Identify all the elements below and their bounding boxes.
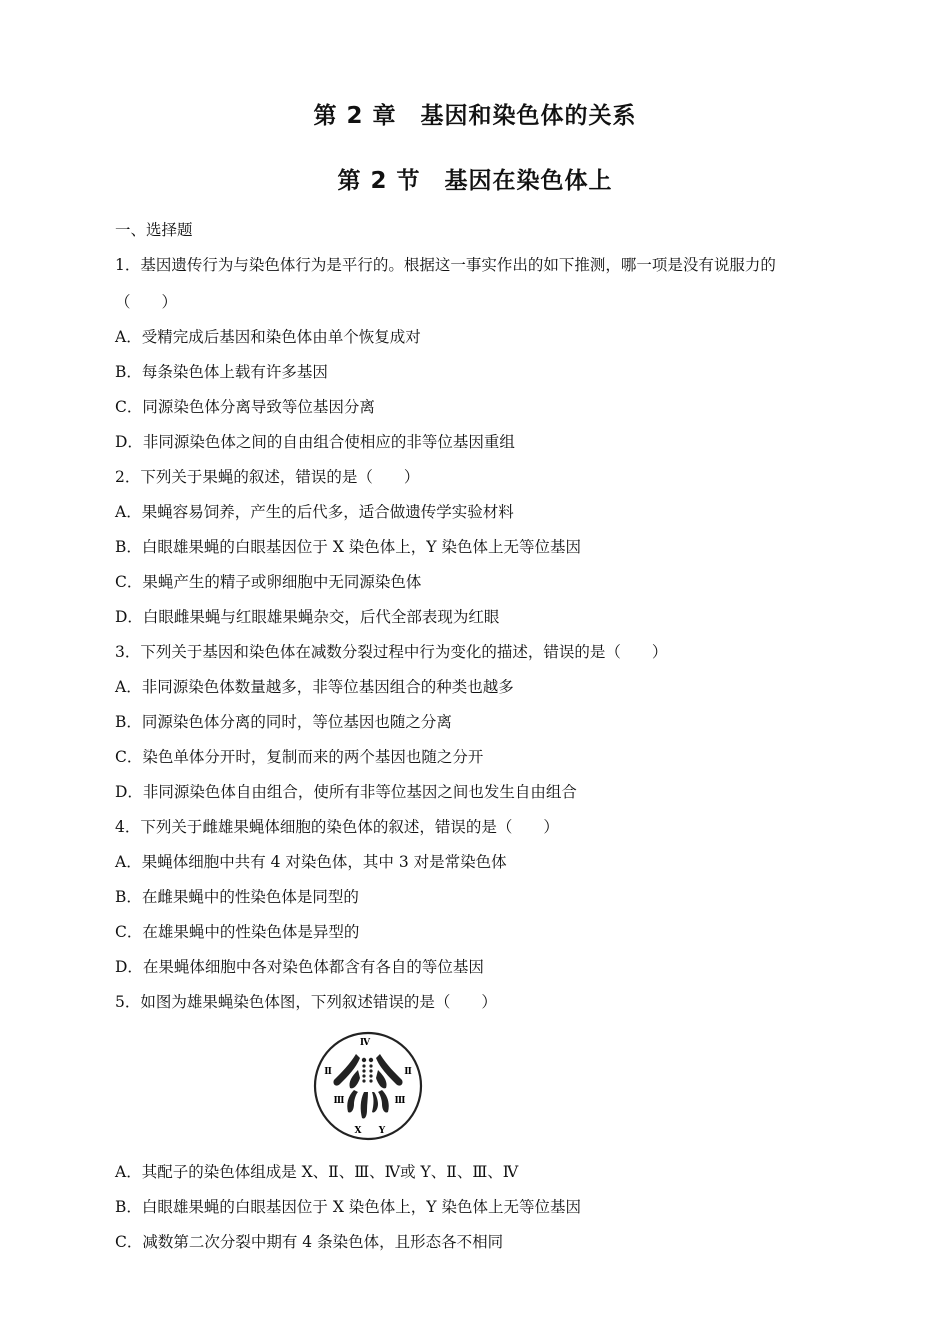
question-5-option-b: B．白眼雄果蝇的白眼基因位于 X 染色体上，Y 染色体上无等位基因 — [115, 1198, 581, 1216]
question-1-stem-cont: （ ） — [115, 293, 178, 311]
question-1-option-c: C．同源染色体分离导致等位基因分离 — [115, 398, 375, 416]
question-3-option-d: D．非同源染色体自由组合，使所有非等位基因之间也发生自由组合 — [115, 783, 577, 801]
question-1-option-d: D．非同源染色体之间的自由组合使相应的非等位基因重组 — [115, 433, 515, 451]
question-5-stem: 5．如图为雄果蝇染色体图，下列叙述错误的是（ ） — [115, 993, 497, 1011]
label-iii-left: Ⅲ — [333, 1096, 345, 1106]
question-3-stem: 3．下列关于基因和染色体在减数分裂过程中行为变化的描述，错误的是（ ） — [115, 643, 668, 661]
question-1-option-a: A．受精完成后基因和染色体由单个恢复成对 — [115, 328, 421, 346]
question-4-option-b: B．在雌果蝇中的性染色体是同型的 — [115, 888, 359, 906]
question-4-option-a: A．果蝇体细胞中共有 4 对染色体，其中 3 对是常染色体 — [115, 853, 507, 871]
label-x: X — [354, 1126, 362, 1136]
label-y: Y — [378, 1126, 386, 1136]
question-2-stem: 2．下列关于果蝇的叙述，错误的是（ ） — [115, 468, 420, 486]
chapter-title: 第 2 章 基因和染色体的关系 — [313, 103, 637, 129]
chromosome-figure — [312, 1030, 424, 1142]
question-2-option-c: C．果蝇产生的精子或卵细胞中无同源染色体 — [115, 573, 422, 591]
question-4-option-d: D．在果蝇体细胞中各对染色体都含有各自的等位基因 — [115, 958, 484, 976]
question-4-option-c: C．在雄果蝇中的性染色体是异型的 — [115, 923, 360, 941]
question-5-option-c: C．减数第二次分裂中期有 4 条染色体，且形态各不相同 — [115, 1233, 504, 1251]
section-title: 第 2 节 基因在染色体上 — [337, 168, 613, 194]
label-ii-right: Ⅱ — [404, 1067, 412, 1077]
label-iv: Ⅳ — [359, 1038, 371, 1048]
question-1-stem: 1．基因遗传行为与染色体行为是平行的。根据这一事实作出的如下推测，哪一项是没有说服力的 — [115, 256, 776, 274]
question-3-option-a: A．非同源染色体数量越多，非等位基因组合的种类也越多 — [115, 678, 514, 696]
question-3-option-c: C．染色单体分开时，复制而来的两个基因也随之分开 — [115, 748, 484, 766]
question-2-option-b: B．白眼雄果蝇的白眼基因位于 X 染色体上，Y 染色体上无等位基因 — [115, 538, 581, 556]
label-iii-right: Ⅲ — [394, 1096, 406, 1106]
question-4-stem: 4．下列关于雌雄果蝇体细胞的染色体的叙述，错误的是（ ） — [115, 818, 559, 836]
question-2-option-d: D．白眼雌果蝇与红眼雄果蝇杂交，后代全部表现为红眼 — [115, 608, 500, 626]
question-5-option-a: A．其配子的染色体组成是 X、Ⅱ、Ⅲ、Ⅳ或 Y、Ⅱ、Ⅲ、Ⅳ — [115, 1163, 519, 1181]
cell-outline — [315, 1033, 421, 1139]
label-ii-left: Ⅱ — [324, 1067, 332, 1077]
section-label: 一、选择题 — [115, 221, 193, 239]
question-2-option-a: A．果蝇容易饲养，产生的后代多，适合做遗传学实验材料 — [115, 503, 514, 521]
question-3-option-b: B．同源染色体分离的同时，等位基因也随之分离 — [115, 713, 452, 731]
question-1-option-b: B．每条染色体上载有许多基因 — [115, 363, 328, 381]
